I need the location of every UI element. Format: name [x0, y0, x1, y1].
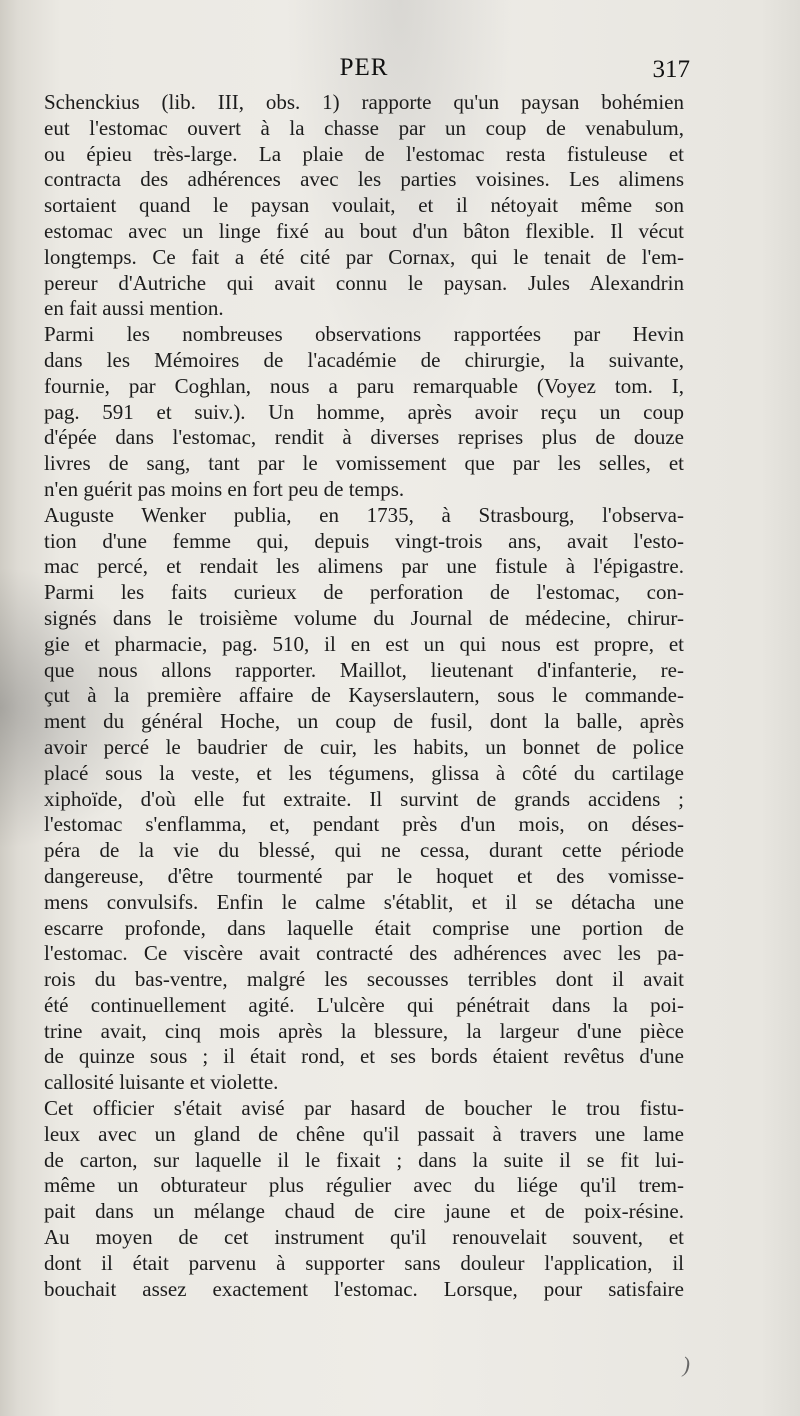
text-line: Schenckius (lib. III, obs. 1) rapporte qu'un paysan bohémien [44, 90, 684, 114]
text-line: tion d'une femme qui, depuis vingt-trois ans, avait l'esto- [44, 528, 684, 553]
text-line: que nous allons rapporter. Maillot, lieutenant d'infanterie, re- [44, 657, 684, 682]
text-line: de carton, sur laquelle il le fixait ; dans la suite il se fit lui- [44, 1147, 684, 1172]
body-text [44, 90, 684, 1302]
text-line: en fait aussi mention. [44, 296, 224, 321]
text-line: mens convulsifs. Enfin le calme s'établit, et il se détacha une [44, 889, 684, 914]
text-line: rois du bas-ventre, malgré les secousses terribles dont il avait [44, 967, 684, 992]
text-line: escarre profonde, dans laquelle était comprise une portion de [44, 915, 684, 940]
text-line: sortaient quand le paysan voulait, et il nétoyait même son [44, 193, 684, 218]
text-line: péra de la vie du blessé, qui ne cessa, durant cette période [44, 838, 684, 863]
text-line: contracta des adhérences avec les parties voisines. Les alimens [44, 167, 684, 192]
text-line: ou épieu très-large. La plaie de l'estomac resta fistuleuse et [44, 141, 684, 166]
text-line: mac percé, et rendait les alimens par une fistule à l'épigastre. [44, 554, 684, 579]
text-line: pag. 591 et suiv.). Un homme, après avoir reçu un coup [44, 399, 684, 424]
running-head: PER [339, 54, 389, 81]
text-line: l'estomac. Ce viscère avait contracté des adhérences avec les pa- [44, 941, 684, 966]
text-line: été continuellement agité. L'ulcère qui pénétrait dans la poi- [44, 992, 684, 1017]
text-line: même un obturateur plus régulier avec du liége qu'il trem- [44, 1173, 684, 1198]
text-line: dont il était parvenu à supporter sans douleur l'application, il [44, 1250, 684, 1275]
text-line: çut à la première affaire de Kayserslautern, sous le commande- [44, 683, 684, 708]
text-line: longtemps. Ce fait a été cité par Cornax, qui le tenait de l'em- [44, 244, 684, 269]
text-line: estomac avec un linge fixé au bout d'un bâton flexible. Il vécut [44, 218, 684, 243]
text-line: callosité luisante et violette. [44, 1070, 279, 1095]
text-line: bouchait assez exactement l'estomac. Lorsque, pour satisfaire [44, 1276, 684, 1301]
text-line: d'épée dans l'estomac, rendit à diverses reprises plus de douze [44, 425, 684, 450]
text-line: n'en guérit pas moins en fort peu de temps. [44, 476, 405, 501]
text-line: ment du général Hoche, un coup de fusil, dont la balle, après [44, 709, 684, 734]
text-line: de quinze sous ; il était rond, et ses bords étaient revêtus d'une [44, 1044, 684, 1069]
text-line: pait dans un mélange chaud de cire jaune et de poix-résine. [44, 1199, 684, 1224]
text-line: placé sous la veste, et les tégumens, glissa à côté du cartilage [44, 760, 684, 785]
text-line: Au moyen de cet instrument qu'il renouvelait souvent, et [44, 1225, 684, 1250]
text-line: gie et pharmacie, pag. 510, il en est un qui nous est propre, et [44, 631, 684, 656]
text-line: livres de sang, tant par le vomissement que par les selles, et [44, 451, 684, 476]
text-line: signés dans le troisième volume du Journal de médecine, chirur- [44, 605, 684, 630]
text-line: dangereuse, d'être tourmenté par le hoquet et des vomisse- [44, 863, 684, 888]
text-line: fournie, par Coghlan, nous a paru remarquable (Voyez tom. I, [44, 373, 684, 398]
text-line: Cet officier s'était avisé par hasard de boucher le trou fistu- [44, 1096, 684, 1121]
text-line: dans les Mémoires de l'académie de chirurgie, la suivante, [44, 347, 684, 372]
text-line: leux avec un gland de chêne qu'il passait à travers une lame [44, 1121, 684, 1146]
text-line: Auguste Wenker publia, en 1735, à Strasbourg, l'observa- [44, 502, 684, 527]
text-line: avoir percé le baudrier de cuir, les habits, un bonnet de police [44, 734, 684, 759]
text-line: l'estomac s'enflamma, et, pendant près d'un mois, on déses- [44, 812, 684, 837]
text-line: trine avait, cinq mois après la blessure, la largeur d'une pièce [44, 1018, 684, 1043]
text-line: pereur d'Autriche qui avait connu le paysan. Jules Alexandrin [44, 270, 684, 295]
page-number: 317 [652, 56, 690, 83]
text-line: Parmi les nombreuses observations rapportées par Hevin [44, 322, 684, 347]
text-line: xiphoïde, d'où elle fut extraite. Il survint de grands accidens ; [44, 786, 684, 811]
text-line: Parmi les faits curieux de perforation de l'estomac, con- [44, 580, 684, 605]
text-line: eut l'estomac ouvert à la chasse par un coup de venabulum, [44, 115, 684, 140]
page-header [44, 54, 690, 90]
margin-mark: ) [682, 1352, 690, 1377]
